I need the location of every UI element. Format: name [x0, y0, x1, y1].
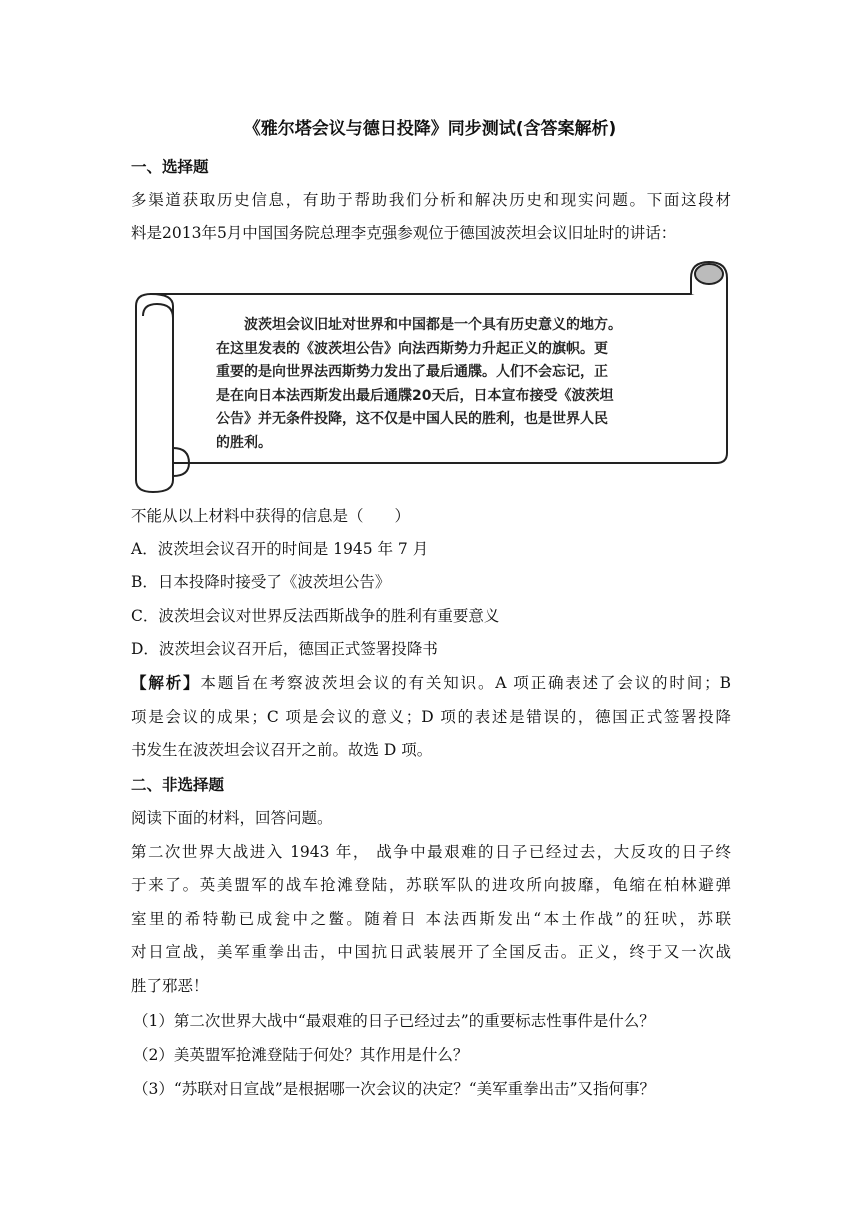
analysis-tag: 【解析】 — [131, 674, 201, 692]
option-d: D．波茨坦会议召开后，德国正式签署投降书 — [131, 640, 438, 658]
question-2: （2）美英盟军抢滩登陆于何处？其作用是什么？ — [133, 1046, 469, 1064]
section1-intro-line: 料是2013年5月中国国务院总理李克强参观位于德国波茨坦会议旧址时的讲话： — [131, 224, 677, 242]
section2-intro: 阅读下面的材料，回答问题。 — [131, 809, 333, 827]
option-b: B．日本投降时接受了《波茨坦公告》 — [131, 573, 391, 591]
scroll-quote-line: 的胜利。 — [216, 434, 272, 451]
scroll-quote-line: 波茨坦会议旧址对世界和中国都是一个具有历史意义的地方。 — [216, 317, 622, 333]
analysis-line: 书发生在波茨坦会议召开之前。故选 D 项。 — [131, 741, 433, 759]
analysis-line: 项是会议的成果；C 项是会议的意义；D 项的表述是错误的，德国正式签署投降 — [131, 708, 731, 726]
option-a: A．波茨坦会议召开的时间是 1945 年 7 月 — [131, 540, 429, 558]
scroll-quote-text — [216, 314, 701, 455]
scroll-quote-line: 重要的是向世界法西斯势力发出了最后通牒。人们不会忘记，正 — [216, 364, 608, 380]
material-line: 对日宣战，美军重拳出击，中国抗日武装展开了全国反击。正义，终于又一次战 — [131, 943, 731, 961]
option-c: C．波茨坦会议对世界反法西斯战争的胜利有重要意义 — [131, 607, 500, 625]
scroll-quote-line: 是在向日本法西斯发出最后通牒20天后，日本宣布接受《波茨坦 — [216, 387, 614, 404]
material-line: 室里的希特勒已成瓮中之鳖。随着日 本法西斯发出“本土作战”的狂吠，苏联 — [131, 910, 731, 928]
scroll-quote-line: 公告》并无条件投降，这不仅是中国人民的胜利，也是世界人民 — [216, 411, 608, 427]
section1-heading: 一、选择题 — [131, 158, 209, 176]
section1-intro-line: 多渠道获取历史信息，有助于帮助我们分析和解决历史和现实问题。下面这段材 — [131, 191, 731, 209]
material-line: 胜了邪恶！ — [131, 977, 209, 995]
quote-scroll — [131, 258, 731, 494]
analysis-text: 本题旨在考察波茨坦会议的有关知识。A 项正确表述了会议的时间；B — [200, 674, 731, 692]
question-1: （1）第二次世界大战中“最艰难的日子已经过去”的重要标志性事件是什么？ — [133, 1012, 655, 1030]
question-stem: 不能从以上材料中获得的信息是（ ） — [131, 507, 411, 525]
document-title: 《雅尔塔会议与德日投降》同步测试(含答案解析) — [243, 119, 617, 139]
analysis-line — [131, 672, 731, 694]
material-line: 于来了。英美盟军的战车抢滩登陆，苏联军队的进攻所向披靡，龟缩在柏林避弹 — [131, 876, 731, 894]
section2-heading: 二、非选择题 — [131, 776, 225, 794]
scroll-quote-line: 在这里发表的《波茨坦公告》向法西斯势力升起正义的旗帜。更 — [216, 340, 608, 357]
material-line: 第二次世界大战进入 1943 年， 战争中最艰难的日子已经过去，大反攻的日子终 — [131, 843, 731, 861]
question-3: （3）“苏联对日宣战”是根据哪一次会议的决定？“美军重拳出击”又指何事？ — [133, 1080, 656, 1098]
